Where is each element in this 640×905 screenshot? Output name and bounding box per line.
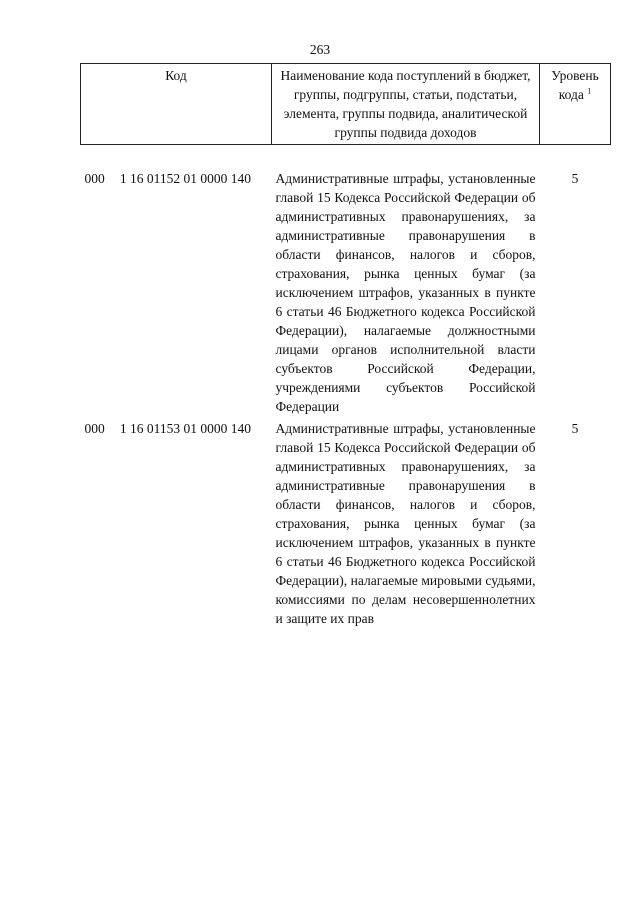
table-header-row — [81, 64, 611, 145]
income-name: Административные штрафы, установленные главой 15 Кодекса Российской Федерации об административных правонарушениях, за административные правонарушения в области финансов, налогов и сборов, страхования, рынка ценных бумаг (за исключением штрафов, указанных в пункте 6 статьи 46 Бюджетного кодекса Российской Федерации), налагаемые мировыми судьями, комиссиями по делам несовершеннолетних и защите их прав — [275, 421, 536, 626]
code-cell — [81, 169, 272, 419]
admin-code: 000 — [84, 421, 105, 436]
code-level: 5 — [571, 171, 579, 186]
code-level: 5 — [571, 421, 579, 436]
code-cell — [81, 419, 272, 631]
income-code: 1 16 01152 01 0000 140 — [119, 171, 251, 186]
table-row — [81, 169, 611, 419]
income-name: Административные штрафы, установленные главой 15 Кодекса Российской Федерации об административных правонарушениях, за административные правонарушения в области финансов, налогов и сборов, страхования, рынка ценных бумаг (за исключением штрафов, указанных в пункте 6 статьи 46 Бюджетного кодекса Российской Федерации), налагаемые должностными лицами органов исполнительной власти субъектов Российской Федерации, учреждениями субъектов Российской Федерации — [275, 171, 536, 414]
page-number: 263 — [309, 42, 331, 57]
admin-code: 000 — [84, 171, 105, 186]
table-row — [81, 419, 611, 631]
header-name: Наименование кода поступлений в бюджет, группы, подгруппы, статьи, подстатьи, элемента, группы подвида, аналитической группы подвида доходов — [272, 64, 540, 145]
header-level-label: Уровень кода — [551, 68, 599, 102]
footnote-marker: 1 — [587, 86, 592, 96]
income-codes-table — [80, 63, 611, 631]
header-code: Код — [81, 64, 272, 145]
header-level — [540, 64, 611, 145]
income-code: 1 16 01153 01 0000 140 — [119, 421, 251, 436]
